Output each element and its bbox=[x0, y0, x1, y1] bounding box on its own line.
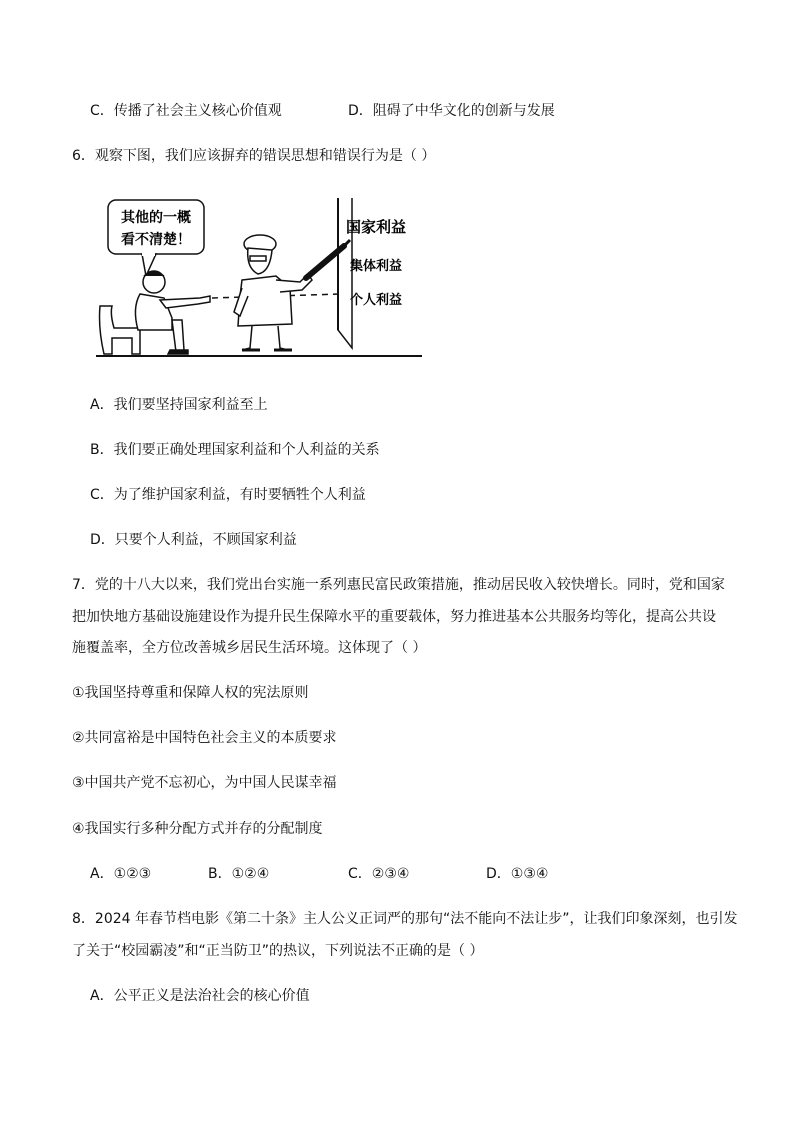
speech-bubble bbox=[108, 200, 204, 276]
q7-stem-line2: 把加快地方基础设施建设作为提升民生保障水平的重要载体，努力推进基本公共服务均等化，提高公共设 bbox=[72, 609, 716, 625]
q6-option-d: D．只要个人利益，不顾国家利益 bbox=[90, 532, 297, 548]
seated-man-figure bbox=[100, 271, 211, 354]
q7-choice-d: D．①③④ bbox=[486, 866, 549, 882]
q8-option-a: A．公平正义是法治社会的核心价值 bbox=[90, 988, 310, 1004]
q8-stem-line2: 了关于“校园霸凌”和“正当防卫”的热议，下列说法不正确的是（ ） bbox=[72, 943, 484, 959]
board-text-collective: 集体利益 bbox=[349, 259, 403, 274]
q6-option-b: B．我们要正确处理国家利益和个人利益的关系 bbox=[90, 442, 380, 458]
q8-stem-line1: 8．2024 年春节档电影《第二十条》主人公义正词严的那句“法不能向不法让步”，让我们印象深刻，也引发 bbox=[72, 911, 738, 927]
q7-choice-b: B．①②④ bbox=[208, 866, 270, 882]
board bbox=[338, 198, 406, 348]
q5-option-c: C．传播了社会主义核心价值观 bbox=[90, 103, 282, 119]
q6-option-a: A．我们要坚持国家利益至上 bbox=[90, 397, 268, 413]
q7-stem-line3: 施覆盖率，全方位改善城乡居民生活环境。这体现了（ ） bbox=[72, 640, 427, 656]
board-text-national: 国家利益 bbox=[345, 218, 407, 236]
speech-text-1: 其他的一概 bbox=[121, 210, 191, 226]
q7-choice-a: A．①②③ bbox=[90, 866, 152, 882]
q7-statement-4: ④我国实行多种分配方式并存的分配制度 bbox=[72, 821, 323, 837]
q7-statement-1: ①我国坚持尊重和保障人权的宪法原则 bbox=[72, 685, 309, 701]
pointer-tip bbox=[344, 240, 350, 246]
q7-choice-c: C．②③④ bbox=[348, 866, 410, 882]
board-text-personal: 个人利益 bbox=[349, 293, 403, 308]
q7-statement-3: ③中国共产党不忘初心，为中国人民谋幸福 bbox=[72, 775, 337, 791]
q6-option-c: C．为了维护国家利益，有时要牺牲个人利益 bbox=[90, 487, 366, 503]
q6-stem: 6．观察下图，我们应该摒弃的错误思想和错误行为是（ ） bbox=[72, 148, 436, 164]
teacher-figure bbox=[234, 235, 312, 350]
q5-option-d: D．阻碍了中华文化的创新与发展 bbox=[348, 103, 555, 119]
q6-cartoon bbox=[92, 188, 424, 360]
q7-stem-line1: 7．党的十八大以来，我们党出台实施一系列惠民富民政策措施，推动居民收入较快增长。同时，党和国家 bbox=[72, 577, 725, 593]
speech-text-2: 看不清楚！ bbox=[121, 232, 191, 248]
q7-statement-2: ②共同富裕是中国特色社会主义的本质要求 bbox=[72, 730, 337, 746]
